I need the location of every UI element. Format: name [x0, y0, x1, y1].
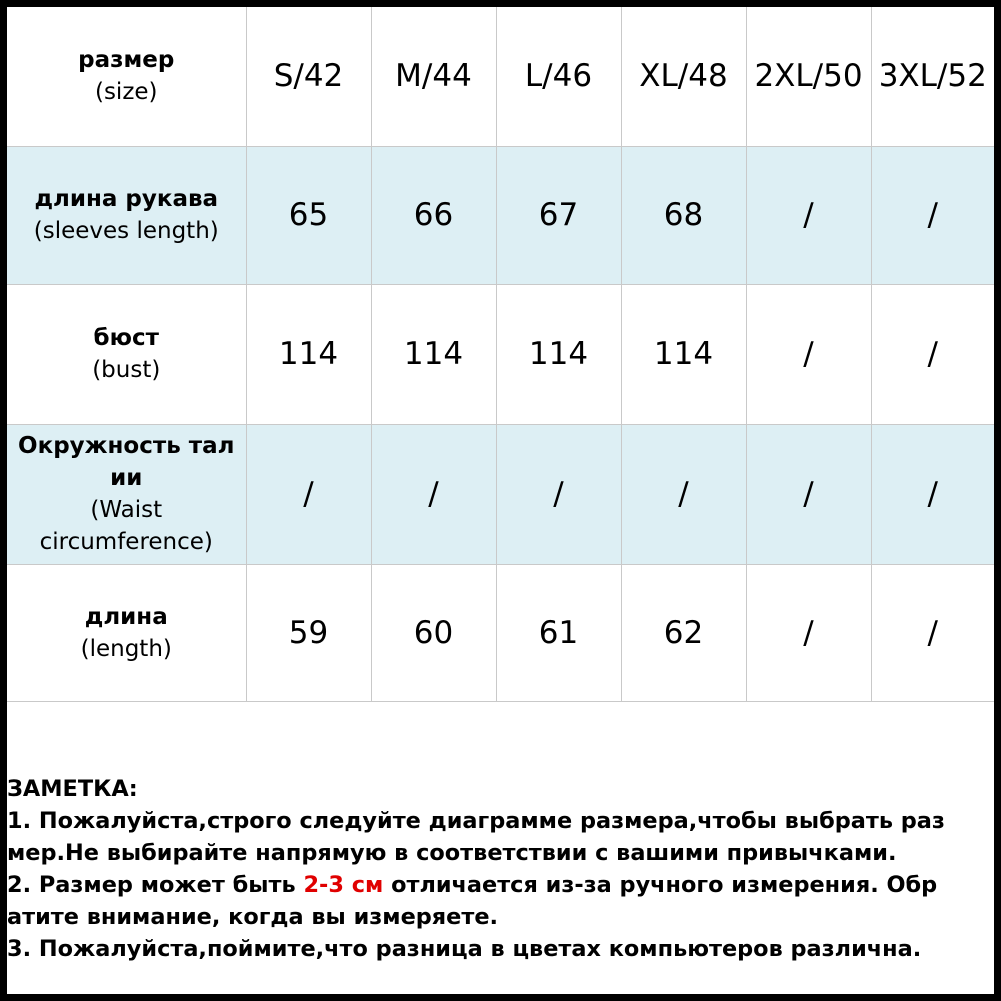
value-cell: /	[871, 564, 994, 701]
row-label-ru: длина рукава	[34, 186, 219, 212]
row-label-ru: длина	[84, 603, 168, 630]
value-cell: /	[746, 424, 871, 564]
row-label-en: circumference)	[39, 529, 213, 555]
row-label-en: (length)	[80, 635, 172, 662]
value-cell: /	[746, 564, 871, 701]
value-cell: 114	[246, 284, 371, 424]
row-label-en: (bust)	[92, 357, 161, 383]
table-row-waist	[7, 424, 994, 564]
value-cell: /	[746, 146, 871, 284]
value-cell: /	[621, 424, 746, 564]
table-row-sleeves	[7, 146, 994, 284]
value-cell: /	[246, 424, 371, 564]
row-label-cell	[7, 146, 246, 284]
size-header-cell: XL/48	[621, 7, 746, 146]
row-label-en: (Waist	[90, 497, 163, 523]
note-1-line-1: 1. Пожалуйста,строго следуйте диаграмме размера,чтобы выбрать раз	[7, 808, 945, 834]
row-label-en: (sleeves length)	[33, 218, 219, 244]
notes-block	[7, 773, 994, 965]
size-header-cell: S/42	[246, 7, 371, 146]
size-header-cell: M/44	[371, 7, 496, 146]
row-label-cell	[7, 564, 246, 701]
value-cell: /	[871, 146, 994, 284]
value-cell: /	[496, 424, 621, 564]
value-cell: 68	[621, 146, 746, 284]
value-cell: 114	[371, 284, 496, 424]
table-row-length	[7, 564, 994, 701]
note-2-text-pre: 2. Размер может быть	[7, 872, 304, 898]
note-2-line-2: атите внимание, когда вы измеряете.	[7, 904, 499, 930]
value-cell: 66	[371, 146, 496, 284]
size-header-cell: 2XL/50	[746, 7, 871, 146]
note-3-line-1: 3. Пожалуйста,поймите,что разница в цветах компьютеров различна.	[7, 936, 922, 962]
size-chart-table	[7, 7, 994, 702]
value-cell: 60	[371, 564, 496, 701]
row-label-ru: ии	[110, 465, 143, 491]
table-row-bust	[7, 284, 994, 424]
note-2-text-post: отличается из-за ручного измерения. Обр	[383, 872, 938, 898]
row-label-cell	[7, 284, 246, 424]
header-label-cell	[7, 7, 246, 146]
row-label-ru: бюст	[93, 325, 159, 351]
size-header-cell: 3XL/52	[871, 7, 994, 146]
value-cell: /	[871, 424, 994, 564]
note-1-line-2: мер.Не выбирайте напрямую в соответствии с вашими привычками.	[7, 840, 897, 866]
value-cell: 59	[246, 564, 371, 701]
value-cell: 65	[246, 146, 371, 284]
value-cell: 61	[496, 564, 621, 701]
value-cell: /	[746, 284, 871, 424]
size-header-cell: L/46	[496, 7, 621, 146]
header-label-ru: размер	[78, 47, 175, 74]
table-header-row	[7, 7, 994, 146]
row-label-ru: Окружность тал	[18, 433, 235, 459]
notes-title: ЗАМЕТКА:	[7, 776, 138, 802]
header-label-en: (size)	[94, 79, 158, 106]
value-cell: 62	[621, 564, 746, 701]
value-cell: /	[871, 284, 994, 424]
size-chart-frame	[7, 7, 994, 994]
row-label-cell	[7, 424, 246, 564]
note-2-line-1	[7, 869, 994, 901]
value-cell: 114	[621, 284, 746, 424]
value-cell: 67	[496, 146, 621, 284]
note-2-highlight: 2-3 см	[303, 872, 384, 898]
value-cell: /	[371, 424, 496, 564]
value-cell: 114	[496, 284, 621, 424]
